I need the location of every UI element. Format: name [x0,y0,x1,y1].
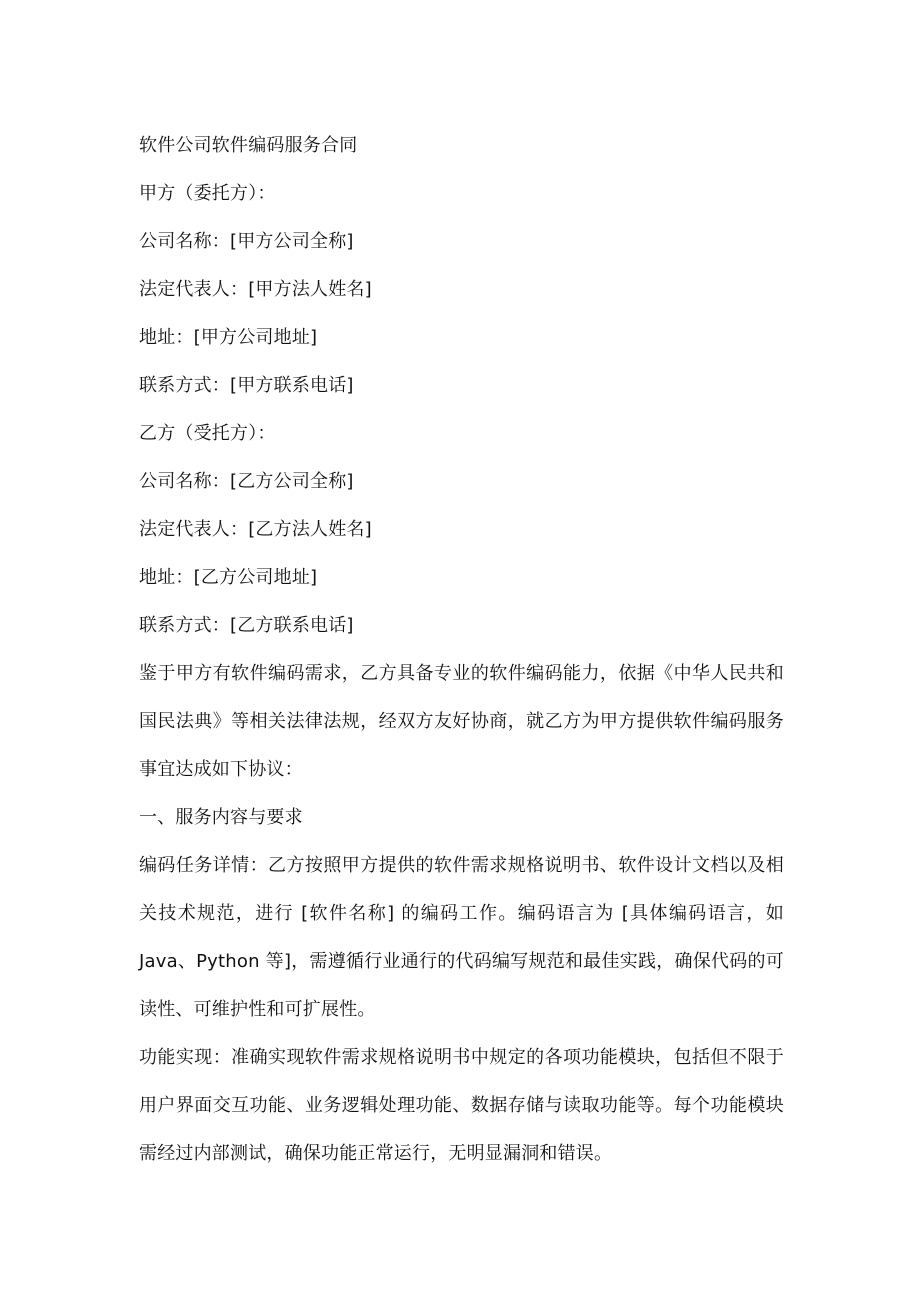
section-1-item-coding-task: 编码任务详情：乙方按照甲方提供的软件需求规格说明书、软件设计文档以及相关技术规范，进行 [软件名称] 的编码工作。编码语言为 [具体编码语言，如 Java、Python 等]，需遵循行业通行的代码编写规范和最佳实践，确保代码的可读性、可维护性和可扩展性。 [139,855,784,1020]
party-b-legal-rep: 法定代表人：[乙方法人姓名] [139,519,372,540]
party-a-address: 地址：[甲方公司地址] [139,327,318,348]
section-1-heading: 一、服务内容与要求 [139,807,303,828]
party-b-contact: 联系方式：[乙方联系电话] [139,615,354,636]
party-b-address: 地址：[乙方公司地址] [139,567,318,588]
document-body [139,122,784,1178]
preamble-paragraph: 鉴于甲方有软件编码需求，乙方具备专业的软件编码能力，依据《中华人民共和国民法典》等相关法律法规，经双方友好协商，就乙方为甲方提供软件编码服务事宜达成如下协议： [139,663,784,780]
party-b-company: 公司名称：[乙方公司全称] [139,471,354,492]
party-a-contact: 联系方式：[甲方联系电话] [139,375,354,396]
document-title: 软件公司软件编码服务合同 [139,135,358,156]
party-a-legal-rep: 法定代表人：[甲方法人姓名] [139,279,372,300]
party-b-heading: 乙方（受托方）： [139,423,276,444]
party-a-company: 公司名称：[甲方公司全称] [139,231,354,252]
party-a-heading: 甲方（委托方）： [139,183,276,204]
section-1-item-function: 功能实现：准确实现软件需求规格说明书中规定的各项功能模块，包括但不限于用户界面交互功能、业务逻辑处理功能、数据存储与读取功能等。每个功能模块需经过内部测试，确保功能正常运行，无明显漏洞和错误。 [139,1047,784,1164]
